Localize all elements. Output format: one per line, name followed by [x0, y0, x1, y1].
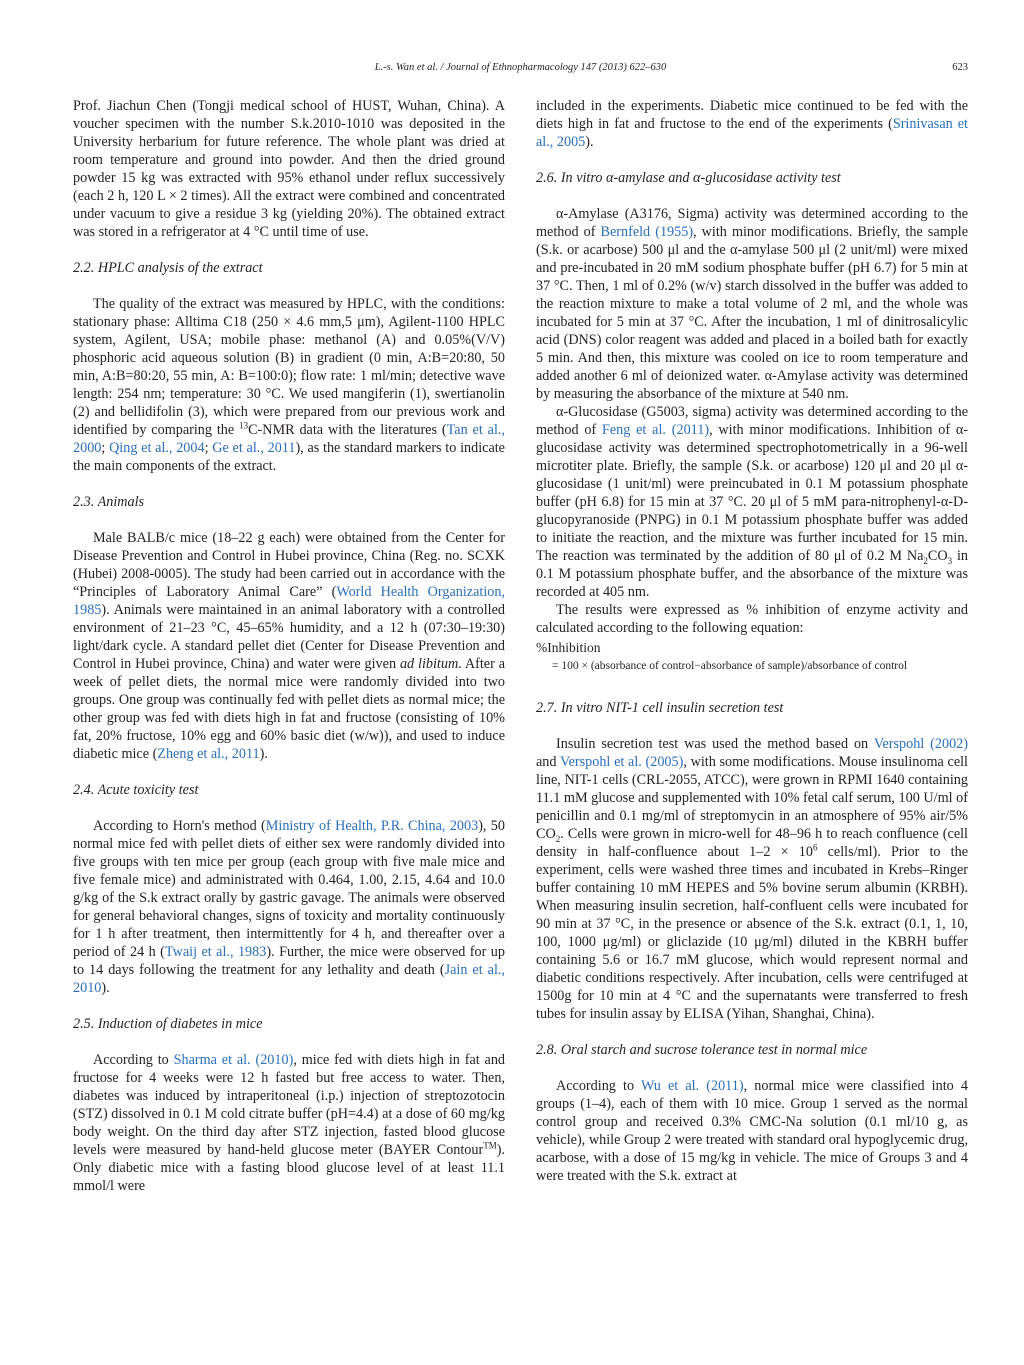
citation-sharma[interactable]: Sharma et al. (2010)	[173, 1052, 294, 1068]
paragraph-plant-extraction: Prof. Jiachun Chen (Tongji medical school of HUST, Wuhan, China). A voucher specimen with the number S.k.2010-1010 was deposited in the University herbarium for future reference. The whole plant was dried at room temperature and ground into powder. And then the dried ground powder 15 kg was extracted with 95% ethanol under reflux successively (each 2 h, 120 L × 2 times). All the extract were combined and concentrated under vacuum to give a residue 3 kg (yielding 20%). The obtained extract was stored in a refrigerator at 4 °C until time of use.	[73, 98, 505, 240]
section-heading-2-8: 2.8. Oral starch and sucrose tolerance test in normal mice	[536, 1042, 868, 1058]
section-heading-2-3: 2.3. Animals	[73, 494, 145, 510]
section-heading-2-4: 2.4. Acute toxicity test	[73, 782, 199, 798]
citation-qing[interactable]: Qing et al., 2004	[109, 440, 205, 456]
citation-bernfeld[interactable]: Bernfeld (1955)	[600, 224, 694, 240]
citation-verspohl-2005[interactable]: Verspohl et al. (2005)	[559, 754, 684, 770]
citation-srinivasan[interactable]: Srinivasan et al., 2005	[536, 116, 968, 150]
paragraph-glucosidase: α-Glucosidase (G5003, sigma) activity was determined according to the method of Feng et al. (2011), with minor modifications. Inhibition of α-glucosidase activity was determined spectrophotometrically in a 96-well microtiter plate. Briefly, the sample (S.k. or acarbose) 120 μl and 20 μl α-glucosidase (1 unit/ml) were preincubated in 0.1 M potassium phosphate buffer (pH 6.8) for 15 min at 37 °C. 20 μl of 5 mM para-nitrophenyl-α-D-glucopyranoside (PNPG) in 0.1 M potassium phosphate buffer was added to initiate the reaction, and the mixture was further incubated for 15 min. The reaction was terminated by the addition of 80 μl of 0.2 M $Na_2CO_3$ in 0.1 M potassium phosphate buffer, and the absorbance of the mixture was recorded at 405 nm.	[536, 404, 968, 600]
running-header	[73, 62, 968, 78]
paragraph-results-expression: The results were expressed as % inhibition of enzyme activity and calculated according to the following equation:	[536, 602, 968, 636]
section-heading-2-7: 2.7. In vitro NIT-1 cell insulin secretion test	[536, 700, 784, 716]
paragraph-amylase: α-Amylase (A3176, Sigma) activity was determined according to the method of Bernfeld (1955), with minor modifications. Briefly, the sample (S.k. or acarbose) 500 μl and the α-amylase 500 μl (2 unit/ml) were mixed and pre-incubated in 20 mM sodium phosphate buffer (pH 6.7) for 5 min at 37 °C. Then, 1 ml of 0.2% (w/v) starch dissolved in the buffer was added to the reaction mixture to make a total volume of 2 ml, and the whole was incubated for 5 min at 37 °C. After the incubation, 1 ml of dinitrosalicylic acid (DNS) color reagent was added and placed in a boiled bath for exactly 5 min. And then, this mixture was cooled on ice to room temperature and added another 6 ml of deionized water. α-Amylase activity was determined by measuring the absorbance of the mixture at 540 nm.	[536, 206, 968, 402]
citation-tan[interactable]: Tan et al., 2000	[73, 422, 505, 456]
section-heading-2-5: 2.5. Induction of diabetes in mice	[73, 1016, 263, 1032]
equation-line-2: = 100 × (absorbance of control−absorbance of sample)/absorbance of control	[552, 660, 908, 672]
citation-verspohl-2002[interactable]: Verspohl (2002)	[873, 736, 968, 752]
paragraph-diabetes-induction: According to Sharma et al. (2010), mice fed with diets high in fat and fructose for 4 weeks were 12 h fasted but free access to water. Then, diabetes was induced by intraperitoneal (i.p.) injection of streptozotocin (STZ) dissolved in 0.1 M cold citrate buffer (pH=4.4) at a dose of 60 mg/kg body weight. On the third day after STZ injection, fasted blood glucose levels were measured by hand-held glucose meter (BAYER Contour™). Only diabetic mice with a fasting blood glucose level of at least 11.1 mmol/l were	[73, 1052, 506, 1194]
citation-wu[interactable]: Wu et al. (2011)	[640, 1078, 744, 1094]
section-heading-2-6: 2.6. In vitro α-amylase and α-glucosidase activity test	[536, 170, 841, 186]
paragraph-hplc: The quality of the extract was measured by HPLC, with the conditions: stationary phase: Alltima C18 (250 × 4.6 mm,5 μm), Agilent-1100 HPLC system, Agilent, USA; mobile phase: methanol (A) and 0.05%(V/V) phosphoric acid aqueous solution (B) in gradient (0 min, A:B=20:80, 50 min, A:B=80:20, 55 min, A: B=100:0); flow rate: 1 ml/min; detective wave length: 254 nm; temperature: 30 °C. We used mangiferin (1), swertianolin (2) and bellidifolin (3), which were prepared from our previous work and identified by comparing the $^{13}$C-NMR data with the literatures (Tan et al., 2000; Qing et al., 2004; Ge et al., 2011), as the standard markers to indicate the main components of the extract.	[73, 296, 505, 474]
paragraph-animals: Male BALB/c mice (18–22 g each) were obtained from the Center for Disease Prevention and Control in Hubei province, China (Reg. no. SCXK (Hubei) 2008-0005). The study had been carried out in accordance with the “Principles of Laboratory Animal Care” (World Health Organization, 1985). Animals were maintained in an animal laboratory with a controlled environment of 21–23 °C, 45–65% humidity, and a 12 h (07:30–19:30) light/dark cycle. A standard pellet diet (Center for Disease Prevention and Control in Hubei province, China) and water were given ad libitum. After a week of pellet diets, the normal mice were randomly divided into two groups. One group was continually fed with pellet diets as normal mice; the other group was fed with diets high in fat and fructose (consisting of 10% fat, 20% fructose, 10% egg and 60% basic diet (w/w)), and used to induce diabetic mice (Zheng et al., 2011).	[73, 530, 505, 762]
citation-jain[interactable]: Jain et al., 2010	[73, 962, 505, 996]
citation-ge[interactable]: Ge et al., 2011	[212, 440, 296, 456]
paragraph-tolerance-test: According to Wu et al. (2011), normal mice were classified into 4 groups (1–4), each of them with 10 mice. Group 1 served as the normal control group and received 0.3% CMC-Na solution (0.1 ml/10 g, as vehicle), while Group 2 were treated with standard oral hypoglycemic drug, acarbose, with a dose of 15 mg/kg in vehicle. The mice of Groups 3 and 4 were treated with the S.k. extract at	[536, 1078, 968, 1184]
left-column	[73, 97, 505, 1195]
citation-twaij[interactable]: Twaij et al., 1983	[164, 944, 267, 960]
paragraph-insulin-secretion: Insulin secretion test was used the method based on Verspohl (2002) and Verspohl et al. (2005), with some modifications. Mouse insulinoma cell line, NIT-1 cells (CRL-2055, ATCC), were grown in RPMI 1640 containing 11.1 mM glucose and supplemented with 10% fetal calf serum, 100 U/ml of penicillin and 0.1 mg/ml of streptomycin in an atmosphere of 95% air/5% $CO_2$. Cells were grown in micro-well for 48–96 h to reach confluence (cell density in half-confluence about $1-2 \times 10^6$ cells/ml). Prior to the experiment, cells were washed three times and incubated in Krebs–Ringer buffer containing 10 mM HEPES and 5% bovine serum albumin (KRBH). When measuring insulin secretion, half-confluent cells were incubated for 90 min at 37 °C, in the presence or absence of the S.k. extract (0.1, 1, 10, 100, 1000 μg/ml) or gliclazide (10 μg/ml) diluted in the KBRH buffer containing 5.6 or 16.7 mM glucose, which would represent normal and diabetic conditions respectively. After incubation, cells were centrifuged at 1500g for 10 min at 4 °C and the supernatants were transferred to fresh tubes for insulin assay by ELISA (Yihan, Shanghai, China).	[536, 736, 968, 1022]
running-title: L.-s. Wan et al. / Journal of Ethnopharmacology 147 (2013) 622–630	[374, 62, 667, 73]
equation-line-1: %Inhibition	[536, 640, 601, 655]
section-heading-2-2: 2.2. HPLC analysis of the extract	[73, 260, 263, 276]
citation-who[interactable]: World Health Organization, 1985	[73, 584, 505, 618]
citation-feng[interactable]: Feng et al. (2011)	[601, 422, 710, 438]
right-column	[536, 97, 968, 1185]
paragraph-continuation: included in the experiments. Diabetic mice continued to be fed with the diets high in fat and fructose to the end of the experiments (Srinivasan et al., 2005).	[536, 98, 968, 150]
page-number: 623	[952, 62, 968, 73]
citation-zheng[interactable]: Zheng et al., 2011	[157, 746, 260, 762]
citation-moh[interactable]: Ministry of Health, P.R. China, 2003	[265, 818, 479, 834]
paragraph-acute-toxicity: According to Horn's method (Ministry of Health, P.R. China, 2003), 50 normal mice fed with pellet diets of either sex were randomly divided into five groups with ten mice per group (each group with five male mice and five female mice) and administrated with 0.464, 1.00, 2.15, 4.64 and 10.0 g/kg of the S.k extract orally by gastric gavage. The animals were observed for general behavioral changes, signs of toxicity and mortality continuously for 1 h after treatment, then intermittently for 4 h, and thereafter over a period of 24 h (Twaij et al., 1983). Further, the mice were observed for up to 14 days following the treatment for any lethality and death (Jain et al., 2010).	[73, 818, 505, 996]
